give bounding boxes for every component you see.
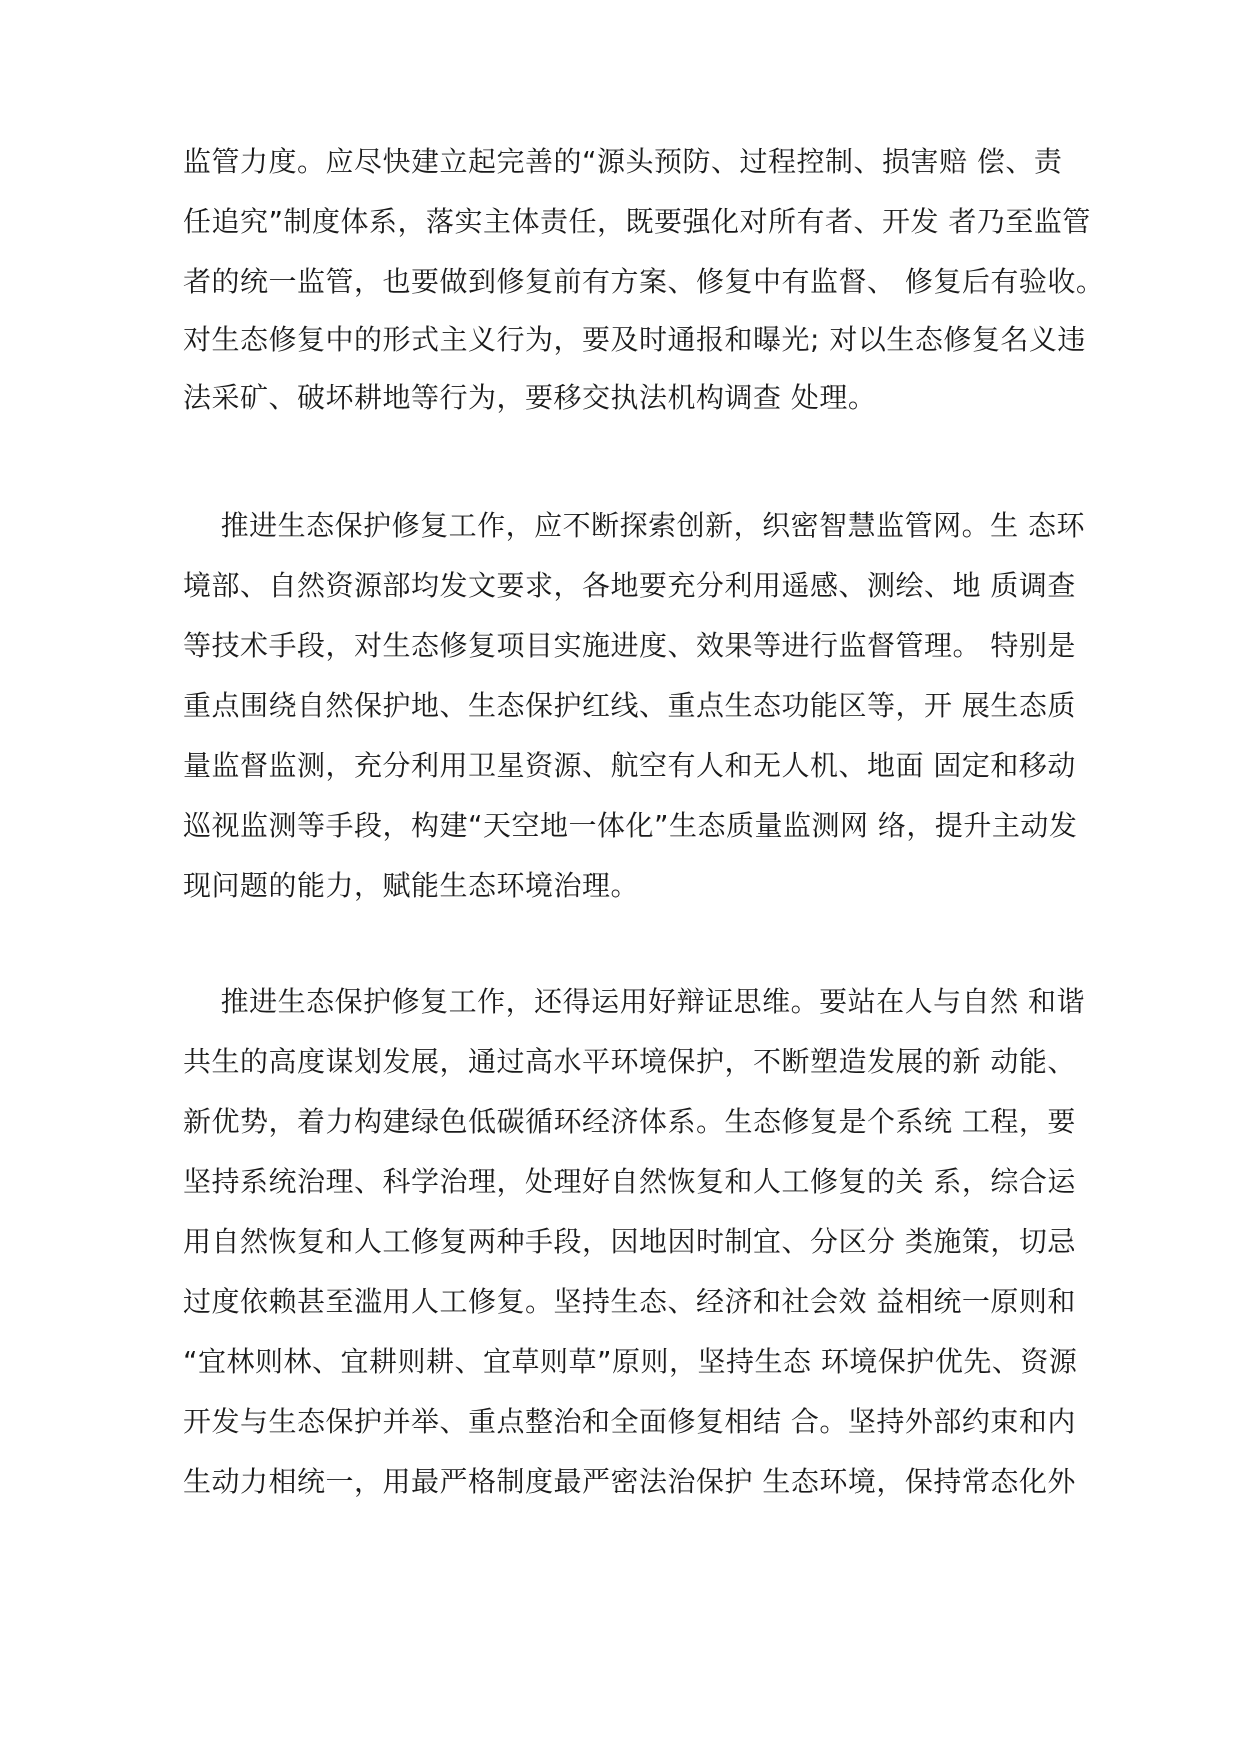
paragraph-1-line-2: 任追究”制度体系，落实主体责任，既要强化对所有者、开发 者乃至监管 [183, 205, 1091, 238]
paragraph-2-line-1: 推进生态保护修复工作，应不断探索创新，织密智慧监管网。生 态环 [183, 509, 1086, 542]
paragraph-3-line-3: 新优势，着力构建绿色低碳循环经济体系。生态修复是个系统 工程，要 [183, 1105, 1076, 1138]
paragraph-3-line-7: “宜林则林、宜耕则耕、宜草则草”原则，坚持生态 环境保护优先、资源 [183, 1345, 1078, 1378]
paragraph-1-line-1: 监管力度。应尽快建立起完善的“源头预防、过程控制、损害赔 偿、责 [183, 145, 1063, 178]
paragraph-2-line-5: 量监督监测，充分利用卫星资源、航空有人和无人机、地面 固定和移动 [183, 749, 1076, 782]
paragraph-2-line-4: 重点围绕自然保护地、生态保护红线、重点生态功能区等，开 展生态质 [183, 689, 1076, 722]
paragraph-3-line-1: 推进生态保护修复工作，还得运用好辩证思维。要站在人与自然 和谐 [183, 985, 1086, 1018]
paragraph-3-line-2: 共生的高度谋划发展，通过高水平环境保护，不断塑造发展的新 动能、 [183, 1045, 1076, 1078]
paragraph-3-line-8: 开发与生态保护并举、重点整治和全面修复相结 合。坚持外部约束和内 [183, 1405, 1076, 1438]
paragraph-1-line-5: 法采矿、破坏耕地等行为，要移交执法机构调查 处理。 [183, 381, 877, 414]
paragraph-2-line-2: 境部、自然资源部均发文要求，各地要充分利用遥感、测绘、地 质调查 [183, 569, 1076, 602]
paragraph-2-line-7: 现问题的能力，赋能生态环境治理。 [183, 869, 640, 902]
paragraph-3-line-9: 生动力相统一，用最严格制度最严密法治保护 生态环境，保持常态化外 [183, 1465, 1076, 1498]
paragraph-1-line-3: 者的统一监管，也要做到修复前有方案、修复中有监督、 修复后有验收。 [183, 265, 1105, 298]
paragraph-3-line-4: 坚持系统治理、科学治理，处理好自然恢复和人工修复的关 系，综合运 [183, 1165, 1076, 1198]
paragraph-2-line-6: 巡视监测等手段，构建“天空地一体化”生态质量监测网 络，提升主动发 [183, 809, 1078, 842]
paragraph-3-line-5: 用自然恢复和人工修复两种手段，因地因时制宜、分区分 类施策，切忌 [183, 1225, 1076, 1258]
paragraph-1-line-4: 对生态修复中的形式主义行为，要及时通报和曝光; 对以生态修复名义违 [183, 323, 1086, 356]
paragraph-2-line-3: 等技术手段，对生态修复项目实施进度、效果等进行监督管理。 特别是 [183, 629, 1076, 662]
paragraph-3-line-6: 过度依赖甚至滥用人工修复。坚持生态、经济和社会效 益相统一原则和 [183, 1285, 1076, 1318]
